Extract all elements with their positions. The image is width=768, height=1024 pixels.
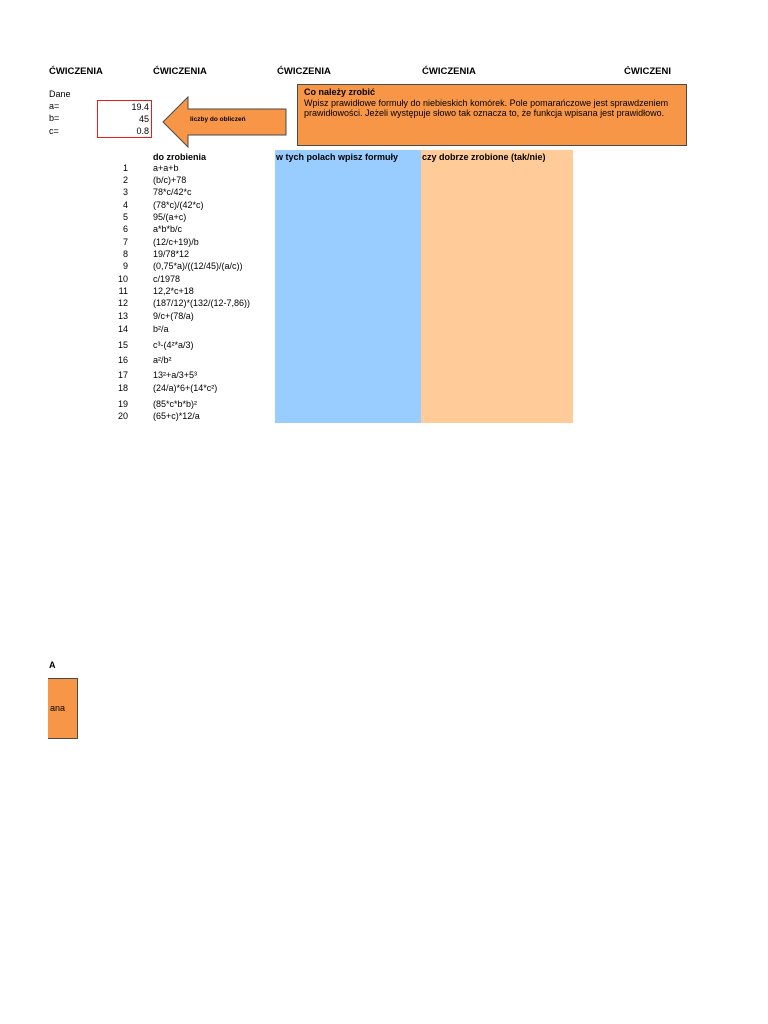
header-cwiczenia-3: ĆWICZENIA [277, 66, 331, 77]
row-expression: (24/a)*6+(14*c²) [153, 383, 218, 393]
row-expression: (78*c)/(42*c) [153, 200, 204, 210]
row-expression: 78*c/42*c [153, 187, 192, 197]
formula-column-header: w tych polach wpisz formuły [276, 152, 399, 162]
row-expression: 19/78*12 [153, 249, 190, 259]
arrow-label: liczby do obliczeń [190, 116, 246, 123]
row-number: 3 [122, 187, 128, 197]
row-number: 14 [117, 324, 128, 334]
fragment-box-text: ana [50, 703, 66, 713]
row-number: 5 [122, 212, 128, 222]
row-number: 20 [117, 411, 128, 421]
row-number: 6 [122, 224, 128, 234]
row-expression: (b/c)+78 [153, 175, 187, 185]
c-label: c= [49, 126, 59, 136]
c-value-cell[interactable]: 0.8 [136, 126, 149, 136]
row-number: 16 [117, 355, 128, 365]
header-cwiczenia-5: ĆWICZENI [624, 66, 671, 77]
fragment-header: A [49, 660, 56, 670]
row-expression: (0,75*a)/((12/45)/(a/c)) [153, 261, 243, 271]
row-expression: 95/(a+c) [153, 212, 187, 222]
formula-column[interactable] [275, 150, 421, 423]
row-expression: (12/c+19)/b [153, 237, 199, 247]
header-cwiczenia-4: ĆWICZENIA [422, 66, 476, 77]
row-expression: a+a+b [153, 163, 179, 173]
row-number: 8 [122, 249, 128, 259]
row-number: 17 [117, 370, 128, 380]
input-values-box [97, 100, 152, 138]
row-number: 2 [122, 175, 128, 185]
row-number: 1 [122, 163, 128, 173]
row-number: 18 [117, 383, 128, 393]
a-value-cell[interactable]: 19.4 [131, 102, 149, 112]
instructions-text: Wpisz prawidłowe formuły do niebieskich komórek. Pole pomarańczowe jest sprawdzeniem prawidłowości. Jeżeli występuje słowo tak oznacza to, że funkcja wpisana jest prawidłowo. [304, 97, 669, 118]
row-expression: 12,2*c+18 [153, 286, 194, 296]
check-column-header: czy dobrze zrobione (tak/nie) [422, 152, 546, 162]
row-expression: (65+c)*12/a [153, 411, 200, 421]
row-number: 13 [117, 311, 128, 321]
row-number: 12 [117, 298, 128, 308]
row-number: 19 [117, 399, 128, 409]
row-number: 11 [118, 286, 128, 296]
row-expression: c³-(4²*a/3) [153, 340, 194, 350]
row-number: 7 [122, 237, 128, 247]
row-expression: a*b*b/c [153, 224, 183, 234]
row-expression: 9/c+(78/a) [153, 311, 194, 321]
row-expression: a²/b² [153, 355, 172, 365]
row-number: 4 [122, 200, 128, 210]
b-value-cell[interactable]: 45 [138, 114, 149, 124]
check-column[interactable] [421, 150, 573, 423]
row-expression: 13²+a/3+5³ [153, 370, 198, 380]
fragment-orange-box [48, 678, 78, 739]
row-expression: b²/a [153, 324, 169, 334]
header-cwiczenia-2: ĆWICZENIA [153, 66, 207, 77]
dane-label: Dane [49, 89, 71, 99]
row-expression: (187/12)*(132/(12-7,86)) [153, 298, 251, 308]
instructions-content [304, 87, 673, 119]
a-label: a= [49, 101, 60, 111]
header-cwiczenia-1: ĆWICZENIA [49, 66, 103, 77]
row-expression: (85*c*b*b)² [153, 399, 198, 409]
b-label: b= [49, 113, 60, 123]
instructions-clip [297, 84, 673, 146]
row-number: 9 [122, 261, 128, 271]
task-column-header: do zrobienia [153, 152, 207, 162]
instructions-title: Co należy zrobić [304, 87, 376, 97]
row-expression: c/1978 [153, 274, 181, 284]
row-number: 15 [117, 340, 128, 350]
row-number: 10 [117, 274, 128, 284]
